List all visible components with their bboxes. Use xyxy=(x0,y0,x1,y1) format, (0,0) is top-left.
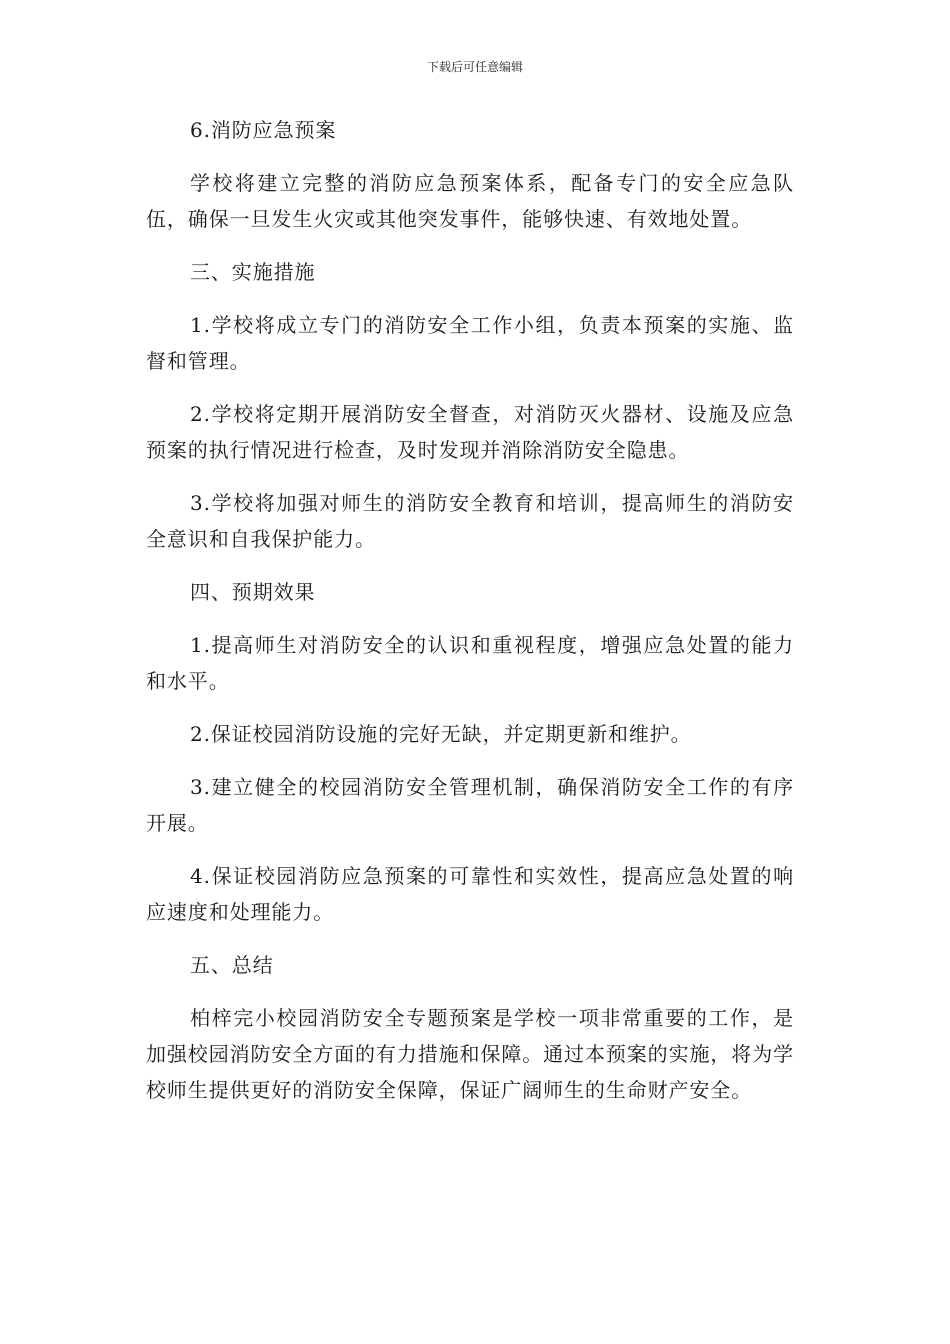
page-header-note: 下载后可任意编辑 xyxy=(426,60,523,74)
paragraph-effect-3: 3.建立健全的校园消防安全管理机制，确保消防安全工作的有序开展。 xyxy=(146,775,794,835)
paragraph-effect-4: 4.保证校园消防应急预案的可靠性和实效性，提高应急处置的响应速度和处理能力。 xyxy=(146,864,794,924)
paragraph-implementation-3: 3.学校将加强对师生的消防安全教育和培训，提高师生的消防安全意识和自我保护能力。 xyxy=(146,491,794,551)
section-heading-expected-effects: 四、预期效果 xyxy=(190,580,316,604)
paragraph-emergency-plan: 学校将建立完整的消防应急预案体系，配备专门的安全应急队伍，确保一旦发生火灾或其他突发事件，能够快速、有效地处置。 xyxy=(146,171,794,231)
section-heading-summary: 五、总结 xyxy=(190,953,274,977)
section-heading-implementation: 三、实施措施 xyxy=(190,260,316,284)
paragraph-implementation-1: 1.学校将成立专门的消防安全工作小组，负责本预案的实施、监督和管理。 xyxy=(146,313,794,373)
paragraph-implementation-2: 2.学校将定期开展消防安全督查，对消防灭火器材、设施及应急预案的执行情况进行检查，及时发现并消除消防安全隐患。 xyxy=(146,402,794,462)
paragraph-effect-1: 1.提高师生对消防安全的认识和重视程度，增强应急处置的能力和水平。 xyxy=(146,633,794,693)
document-body xyxy=(146,112,794,1125)
paragraph-effect-2: 2.保证校园消防设施的完好无缺，并定期更新和维护。 xyxy=(190,722,692,746)
section-heading-emergency-plan: 6.消防应急预案 xyxy=(190,118,337,142)
paragraph-summary: 柏梓完小校园消防安全专题预案是学校一项非常重要的工作，是加强校园消防安全方面的有力措施和保障。通过本预案的实施，将为学校师生提供更好的消防安全保障，保证广阔师生的生命财产安全。 xyxy=(146,1006,794,1102)
